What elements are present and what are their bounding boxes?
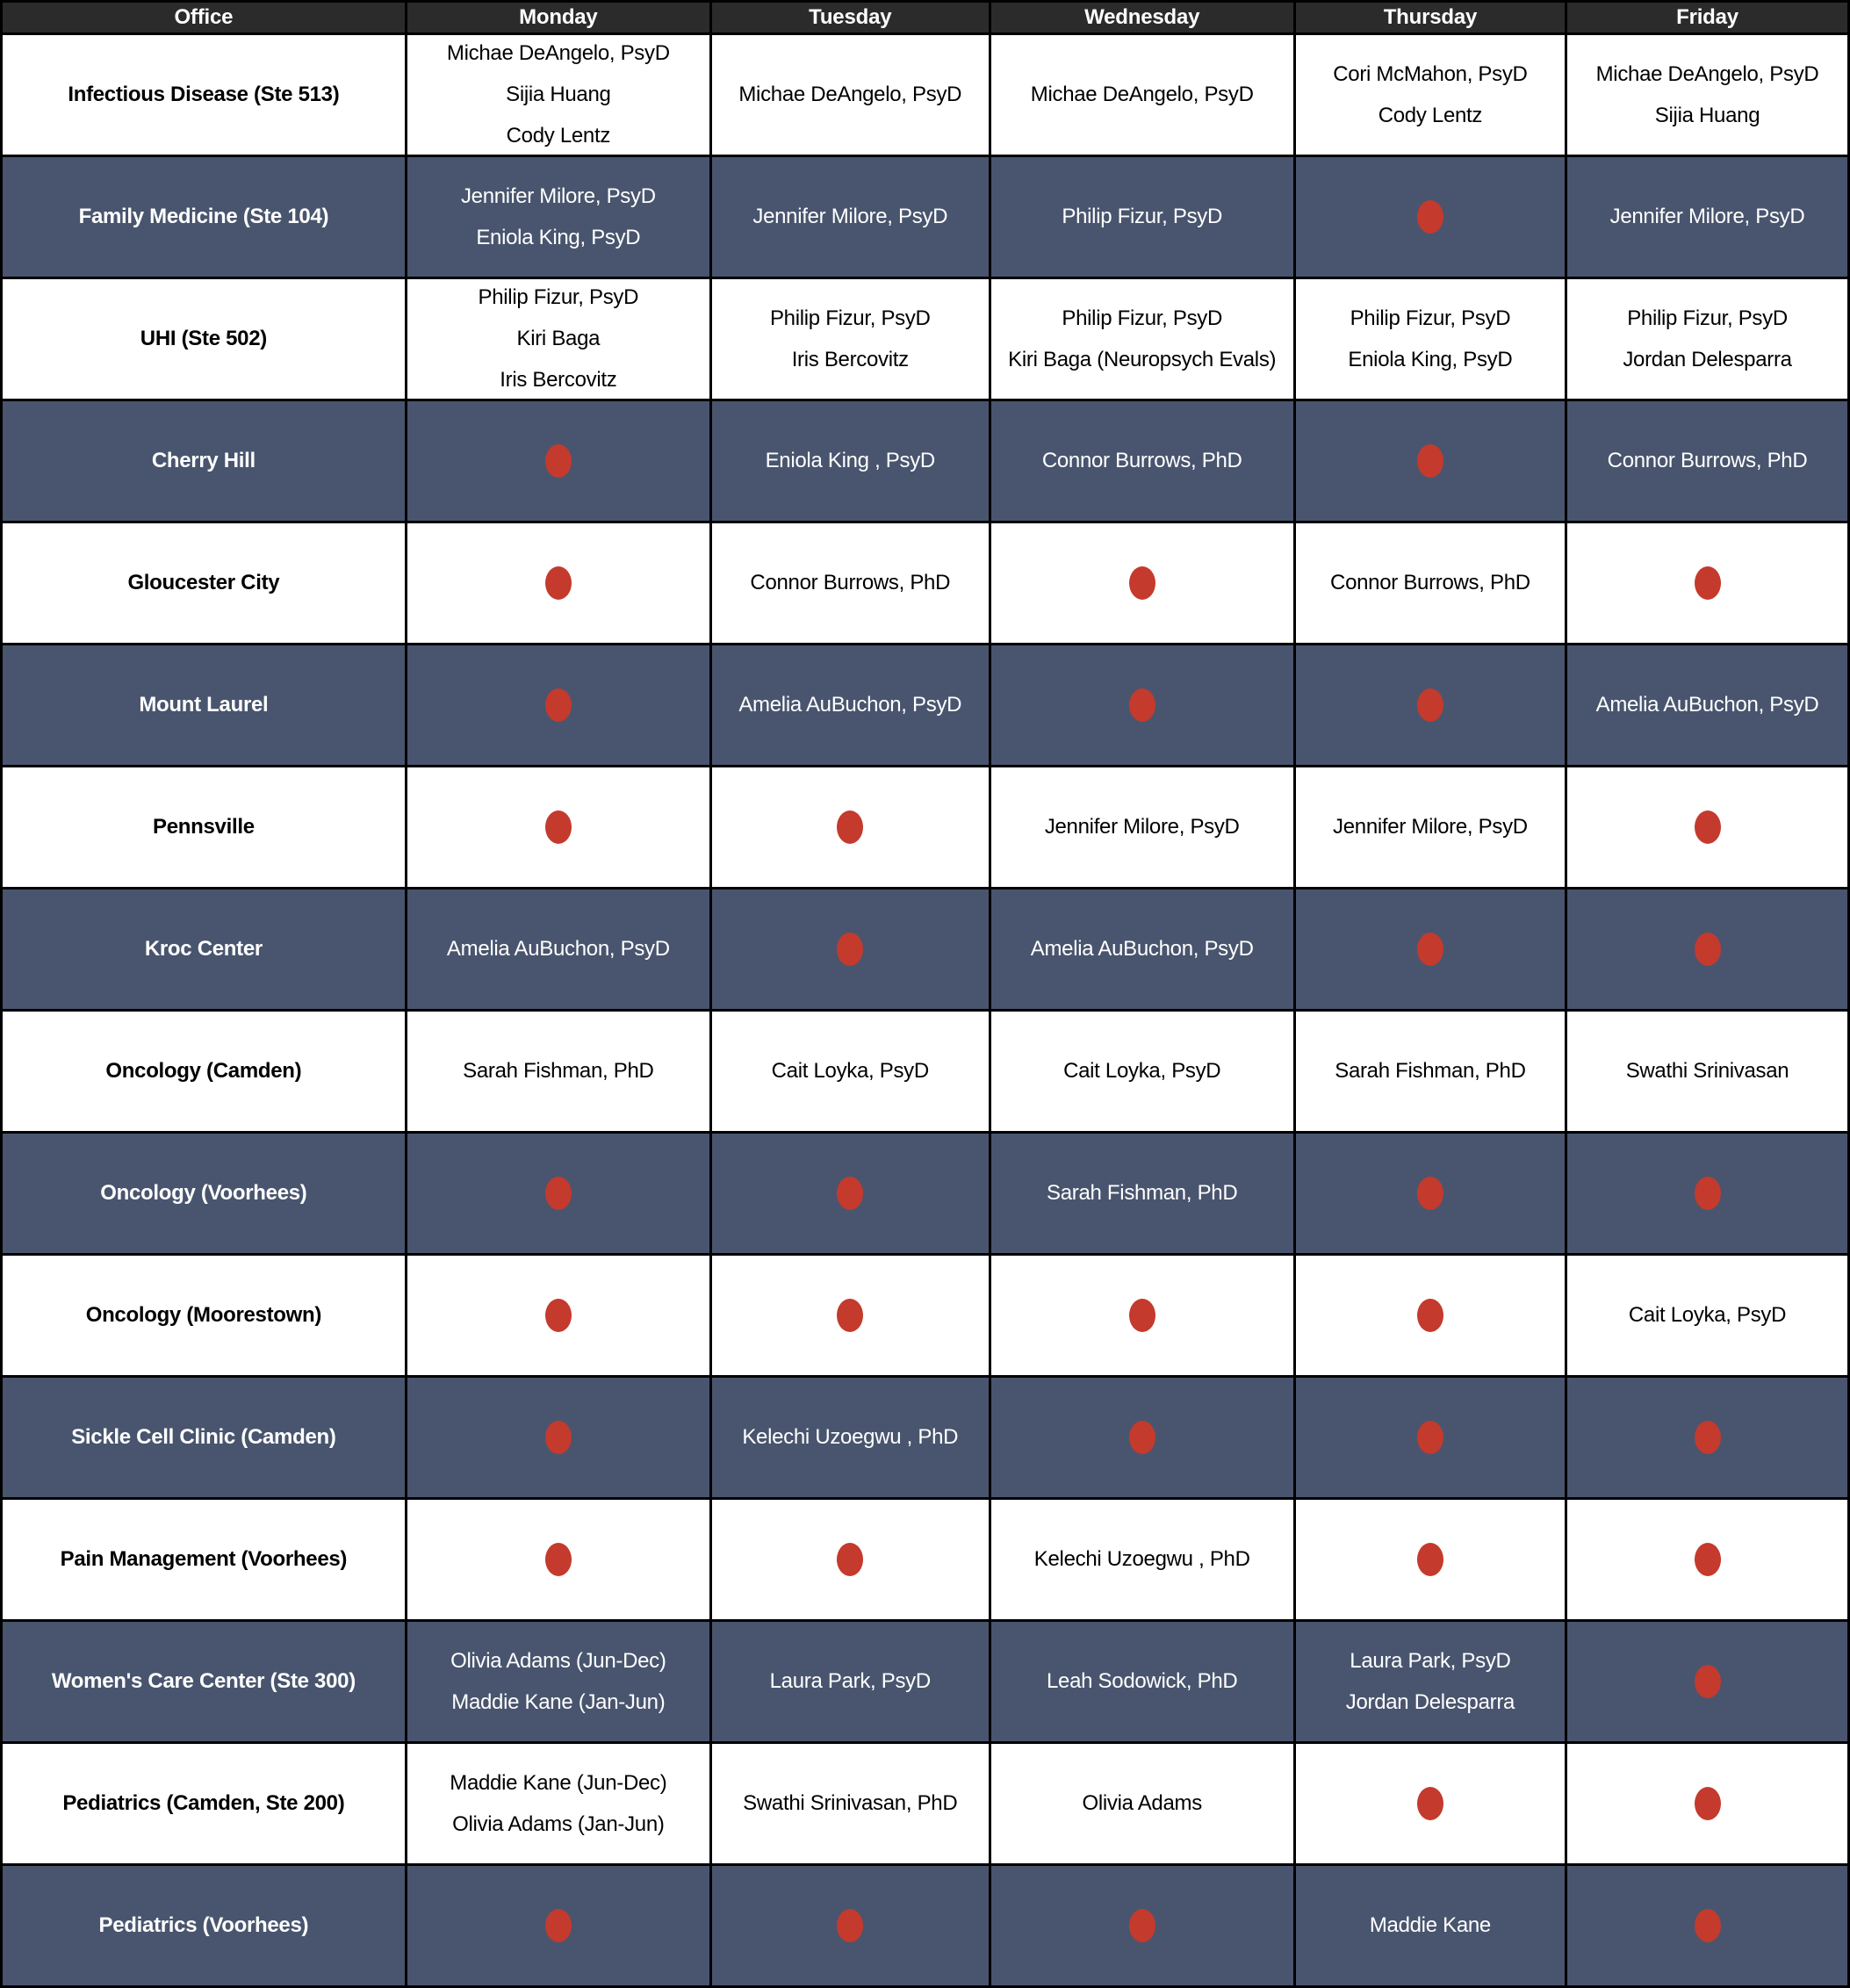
provider-name: Connor Burrows, PhD	[1330, 571, 1530, 594]
table-row	[2, 34, 1849, 156]
schedule-cell	[406, 767, 710, 889]
schedule-cell	[710, 1743, 990, 1865]
schedule-cell	[710, 889, 990, 1011]
schedule-cell	[406, 889, 710, 1011]
provider-name: Maddie Kane	[1369, 1913, 1491, 1937]
table-row	[2, 278, 1849, 400]
schedule-cell	[1566, 1865, 1849, 1987]
schedule-cell	[990, 278, 1294, 400]
schedule-cell	[710, 1133, 990, 1255]
no-provider-dot-icon	[545, 1299, 572, 1332]
schedule-cell	[1294, 400, 1566, 522]
schedule-cell	[1566, 1011, 1849, 1133]
column-header-wednesday: Wednesday	[990, 2, 1294, 34]
office-name-cell: Gloucester City	[2, 522, 407, 645]
schedule-cell	[990, 1865, 1294, 1987]
schedule-cell	[1566, 1499, 1849, 1621]
schedule-cell	[1294, 889, 1566, 1011]
schedule-cell	[406, 1865, 710, 1987]
provider-name: Eniola King, PsyD	[476, 225, 641, 249]
schedule-cell	[990, 645, 1294, 767]
schedule-cell	[990, 1011, 1294, 1133]
column-header-monday: Monday	[406, 2, 710, 34]
provider-name: Maddie Kane (Jan-Jun)	[451, 1689, 666, 1714]
provider-name: Amelia AuBuchon, PsyD	[446, 937, 670, 961]
provider-name: Michae DeAngelo, PsyD	[738, 83, 962, 106]
schedule-cell	[710, 1621, 990, 1743]
table-row	[2, 1011, 1849, 1133]
provider-name: Kiri Baga (Neuropsych Evals)	[1008, 347, 1277, 371]
provider-name: Jennifer Milore, PsyD	[1609, 205, 1805, 228]
office-name-cell: Infectious Disease (Ste 513)	[2, 34, 407, 156]
schedule-cell	[990, 400, 1294, 522]
schedule-cell	[1294, 34, 1566, 156]
provider-name: Leah Sodowick, PhD	[1047, 1669, 1238, 1693]
table-row	[2, 1133, 1849, 1255]
provider-name: Philip Fizur, PsyD	[478, 285, 639, 309]
provider-name: Cait Loyka, PsyD	[771, 1059, 929, 1083]
schedule-cell	[1566, 1133, 1849, 1255]
table-row	[2, 645, 1849, 767]
no-provider-dot-icon	[1417, 1177, 1443, 1210]
provider-name: Jennifer Milore, PsyD	[1044, 815, 1240, 839]
office-name-cell: Pediatrics (Voorhees)	[2, 1865, 407, 1987]
provider-name: Jennifer Milore, PsyD	[460, 184, 656, 208]
table-row	[2, 400, 1849, 522]
schedule-cell	[1566, 156, 1849, 278]
schedule-cell	[990, 1621, 1294, 1743]
provider-name: Michae DeAngelo, PsyD	[1030, 83, 1254, 106]
provider-name: Michae DeAngelo, PsyD	[446, 41, 670, 65]
office-name-cell: UHI (Ste 502)	[2, 278, 407, 400]
schedule-cell	[710, 645, 990, 767]
column-header-thursday: Thursday	[1294, 2, 1566, 34]
provider-name: Cori McMahon, PsyD	[1333, 61, 1528, 86]
schedule-cell	[406, 1499, 710, 1621]
provider-name: Connor Burrows, PhD	[750, 571, 951, 594]
provider-name: Connor Burrows, PhD	[1607, 449, 1808, 472]
provider-name: Kiri Baga	[516, 327, 601, 350]
schedule-cell	[406, 1255, 710, 1377]
schedule-cell	[710, 278, 990, 400]
provider-name: Cait Loyka, PsyD	[1063, 1059, 1221, 1083]
schedule-cell	[710, 1499, 990, 1621]
table-row	[2, 1865, 1849, 1987]
no-provider-dot-icon	[1695, 933, 1721, 966]
office-name-cell: Sickle Cell Clinic (Camden)	[2, 1377, 407, 1499]
provider-name: Iris Bercovitz	[791, 347, 909, 371]
no-provider-dot-icon	[1417, 1787, 1443, 1820]
provider-name: Jordan Delesparra	[1623, 347, 1792, 371]
provider-name: Eniola King , PsyD	[765, 449, 935, 472]
table-row	[2, 767, 1849, 889]
provider-name: Sarah Fishman, PhD	[1335, 1059, 1526, 1083]
table-row	[2, 1255, 1849, 1377]
schedule-cell	[710, 1011, 990, 1133]
schedule-cell	[1294, 1011, 1566, 1133]
provider-name: Cody Lentz	[506, 124, 611, 148]
provider-name: Olivia Adams (Jan-Jun)	[452, 1812, 665, 1836]
no-provider-dot-icon	[1417, 444, 1443, 478]
no-provider-dot-icon	[1695, 1543, 1721, 1576]
schedule-cell	[990, 522, 1294, 645]
office-name-cell: Women's Care Center (Ste 300)	[2, 1621, 407, 1743]
no-provider-dot-icon	[545, 1909, 572, 1942]
provider-name: Eniola King, PsyD	[1348, 347, 1513, 371]
schedule-cell	[990, 889, 1294, 1011]
provider-name: Swathi Srinivasan	[1625, 1059, 1789, 1083]
schedule-cell	[406, 156, 710, 278]
schedule-cell	[1294, 1621, 1566, 1743]
schedule-cell	[1294, 522, 1566, 645]
schedule-cell	[990, 767, 1294, 889]
schedule-cell	[1566, 1255, 1849, 1377]
schedule-cell	[406, 34, 710, 156]
schedule-cell	[1566, 1621, 1849, 1743]
schedule-cell	[406, 1377, 710, 1499]
schedule-cell	[406, 1621, 710, 1743]
no-provider-dot-icon	[545, 688, 572, 722]
office-name-cell: Kroc Center	[2, 889, 407, 1011]
schedule-cell	[1294, 1499, 1566, 1621]
schedule-header-row	[2, 2, 1849, 34]
no-provider-dot-icon	[837, 1909, 863, 1942]
schedule-cell	[710, 1255, 990, 1377]
no-provider-dot-icon	[1417, 200, 1443, 234]
column-header-friday: Friday	[1566, 2, 1849, 34]
schedule-cell	[1566, 889, 1849, 1011]
schedule-cell	[1566, 767, 1849, 889]
schedule-cell	[1566, 1743, 1849, 1865]
schedule-cell	[710, 156, 990, 278]
table-row	[2, 522, 1849, 645]
schedule-cell	[1566, 522, 1849, 645]
provider-name: Cody Lentz	[1378, 103, 1483, 127]
schedule-cell	[710, 1865, 990, 1987]
office-name-cell: Oncology (Moorestown)	[2, 1255, 407, 1377]
schedule-cell	[406, 1743, 710, 1865]
no-provider-dot-icon	[1417, 1421, 1443, 1454]
provider-name: Kelechi Uzoegwu , PhD	[742, 1425, 959, 1449]
office-name-cell: Family Medicine (Ste 104)	[2, 156, 407, 278]
schedule-cell	[990, 1255, 1294, 1377]
provider-name: Sijia Huang	[1654, 103, 1760, 127]
schedule-cell	[990, 1743, 1294, 1865]
schedule-cell	[1566, 34, 1849, 156]
no-provider-dot-icon	[1695, 1665, 1721, 1698]
schedule-cell	[990, 1377, 1294, 1499]
schedule-cell	[1294, 278, 1566, 400]
provider-name: Amelia AuBuchon, PsyD	[1595, 693, 1819, 717]
schedule-cell	[990, 1133, 1294, 1255]
office-name-cell: Cherry Hill	[2, 400, 407, 522]
provider-name: Philip Fizur, PsyD	[1350, 306, 1511, 330]
schedule-cell	[406, 400, 710, 522]
provider-name: Laura Park, PsyD	[1350, 1648, 1511, 1673]
no-provider-dot-icon	[837, 1177, 863, 1210]
no-provider-dot-icon	[1129, 1299, 1155, 1332]
table-row	[2, 1621, 1849, 1743]
no-provider-dot-icon	[1695, 1421, 1721, 1454]
provider-name: Philip Fizur, PsyD	[1062, 205, 1223, 228]
no-provider-dot-icon	[1417, 1299, 1443, 1332]
no-provider-dot-icon	[837, 933, 863, 966]
schedule-cell	[710, 767, 990, 889]
provider-name: Amelia AuBuchon, PsyD	[738, 693, 962, 717]
no-provider-dot-icon	[1129, 1909, 1155, 1942]
table-row	[2, 889, 1849, 1011]
no-provider-dot-icon	[545, 1543, 572, 1576]
no-provider-dot-icon	[545, 1421, 572, 1454]
no-provider-dot-icon	[1417, 933, 1443, 966]
provider-name: Laura Park, PsyD	[769, 1669, 931, 1693]
provider-name: Jennifer Milore, PsyD	[752, 205, 948, 228]
no-provider-dot-icon	[837, 1543, 863, 1576]
office-name-cell: Pediatrics (Camden, Ste 200)	[2, 1743, 407, 1865]
provider-name: Sijia Huang	[506, 83, 611, 106]
no-provider-dot-icon	[545, 810, 572, 844]
schedule-cell	[710, 400, 990, 522]
office-name-cell: Pennsville	[2, 767, 407, 889]
provider-name: Philip Fizur, PsyD	[769, 306, 931, 330]
table-row	[2, 1743, 1849, 1865]
table-row	[2, 1377, 1849, 1499]
schedule-cell	[1294, 156, 1566, 278]
schedule-cell	[1566, 1377, 1849, 1499]
schedule-cell	[990, 156, 1294, 278]
no-provider-dot-icon	[1695, 1909, 1721, 1942]
no-provider-dot-icon	[1129, 566, 1155, 600]
provider-name: Jennifer Milore, PsyD	[1333, 815, 1528, 839]
schedule-cell	[990, 34, 1294, 156]
office-name-cell: Pain Management (Voorhees)	[2, 1499, 407, 1621]
provider-name: Kelechi Uzoegwu , PhD	[1033, 1547, 1250, 1571]
provider-name: Iris Bercovitz	[500, 368, 617, 392]
no-provider-dot-icon	[1695, 1177, 1721, 1210]
no-provider-dot-icon	[1129, 688, 1155, 722]
schedule-cell	[406, 278, 710, 400]
schedule-cell	[710, 1377, 990, 1499]
schedule-cell	[1294, 767, 1566, 889]
no-provider-dot-icon	[545, 566, 572, 600]
schedule-cell	[1566, 645, 1849, 767]
schedule-cell	[1294, 1255, 1566, 1377]
provider-name: Sarah Fishman, PhD	[463, 1059, 654, 1083]
schedule-cell	[406, 522, 710, 645]
provider-name: Michae DeAngelo, PsyD	[1595, 61, 1819, 86]
schedule-cell	[406, 1011, 710, 1133]
no-provider-dot-icon	[1417, 1543, 1443, 1576]
provider-name: Connor Burrows, PhD	[1041, 449, 1242, 472]
column-header-tuesday: Tuesday	[710, 2, 990, 34]
schedule-cell	[1566, 400, 1849, 522]
schedule-cell	[710, 34, 990, 156]
no-provider-dot-icon	[1129, 1421, 1155, 1454]
schedule-cell	[1294, 1133, 1566, 1255]
schedule-cell	[710, 522, 990, 645]
office-name-cell: Mount Laurel	[2, 645, 407, 767]
schedule-cell	[1294, 1865, 1566, 1987]
no-provider-dot-icon	[545, 1177, 572, 1210]
office-name-cell: Oncology (Camden)	[2, 1011, 407, 1133]
provider-name: Swathi Srinivasan, PhD	[743, 1791, 958, 1815]
no-provider-dot-icon	[837, 1299, 863, 1332]
no-provider-dot-icon	[1695, 1787, 1721, 1820]
schedule-cell	[1294, 1377, 1566, 1499]
schedule-cell	[990, 1499, 1294, 1621]
no-provider-dot-icon	[1695, 566, 1721, 600]
schedule-cell	[1294, 1743, 1566, 1865]
office-name-cell: Oncology (Voorhees)	[2, 1133, 407, 1255]
no-provider-dot-icon	[837, 810, 863, 844]
column-header-office: Office	[2, 2, 407, 34]
no-provider-dot-icon	[545, 444, 572, 478]
provider-name: Olivia Adams (Jun-Dec)	[450, 1648, 666, 1673]
provider-name: Amelia AuBuchon, PsyD	[1030, 937, 1254, 961]
schedule-cell	[406, 645, 710, 767]
provider-name: Cait Loyka, PsyD	[1628, 1303, 1787, 1327]
provider-name: Maddie Kane (Jun-Dec)	[450, 1770, 667, 1795]
schedule-cell	[1566, 278, 1849, 400]
provider-name: Olivia Adams	[1082, 1791, 1202, 1815]
no-provider-dot-icon	[1417, 688, 1443, 722]
table-row	[2, 156, 1849, 278]
no-provider-dot-icon	[1695, 810, 1721, 844]
table-row	[2, 1499, 1849, 1621]
provider-name: Sarah Fishman, PhD	[1047, 1181, 1238, 1205]
provider-name: Philip Fizur, PsyD	[1627, 306, 1788, 330]
schedule-cell	[406, 1133, 710, 1255]
provider-name: Jordan Delesparra	[1345, 1689, 1515, 1714]
schedule-cell	[1294, 645, 1566, 767]
provider-name: Philip Fizur, PsyD	[1062, 306, 1223, 330]
